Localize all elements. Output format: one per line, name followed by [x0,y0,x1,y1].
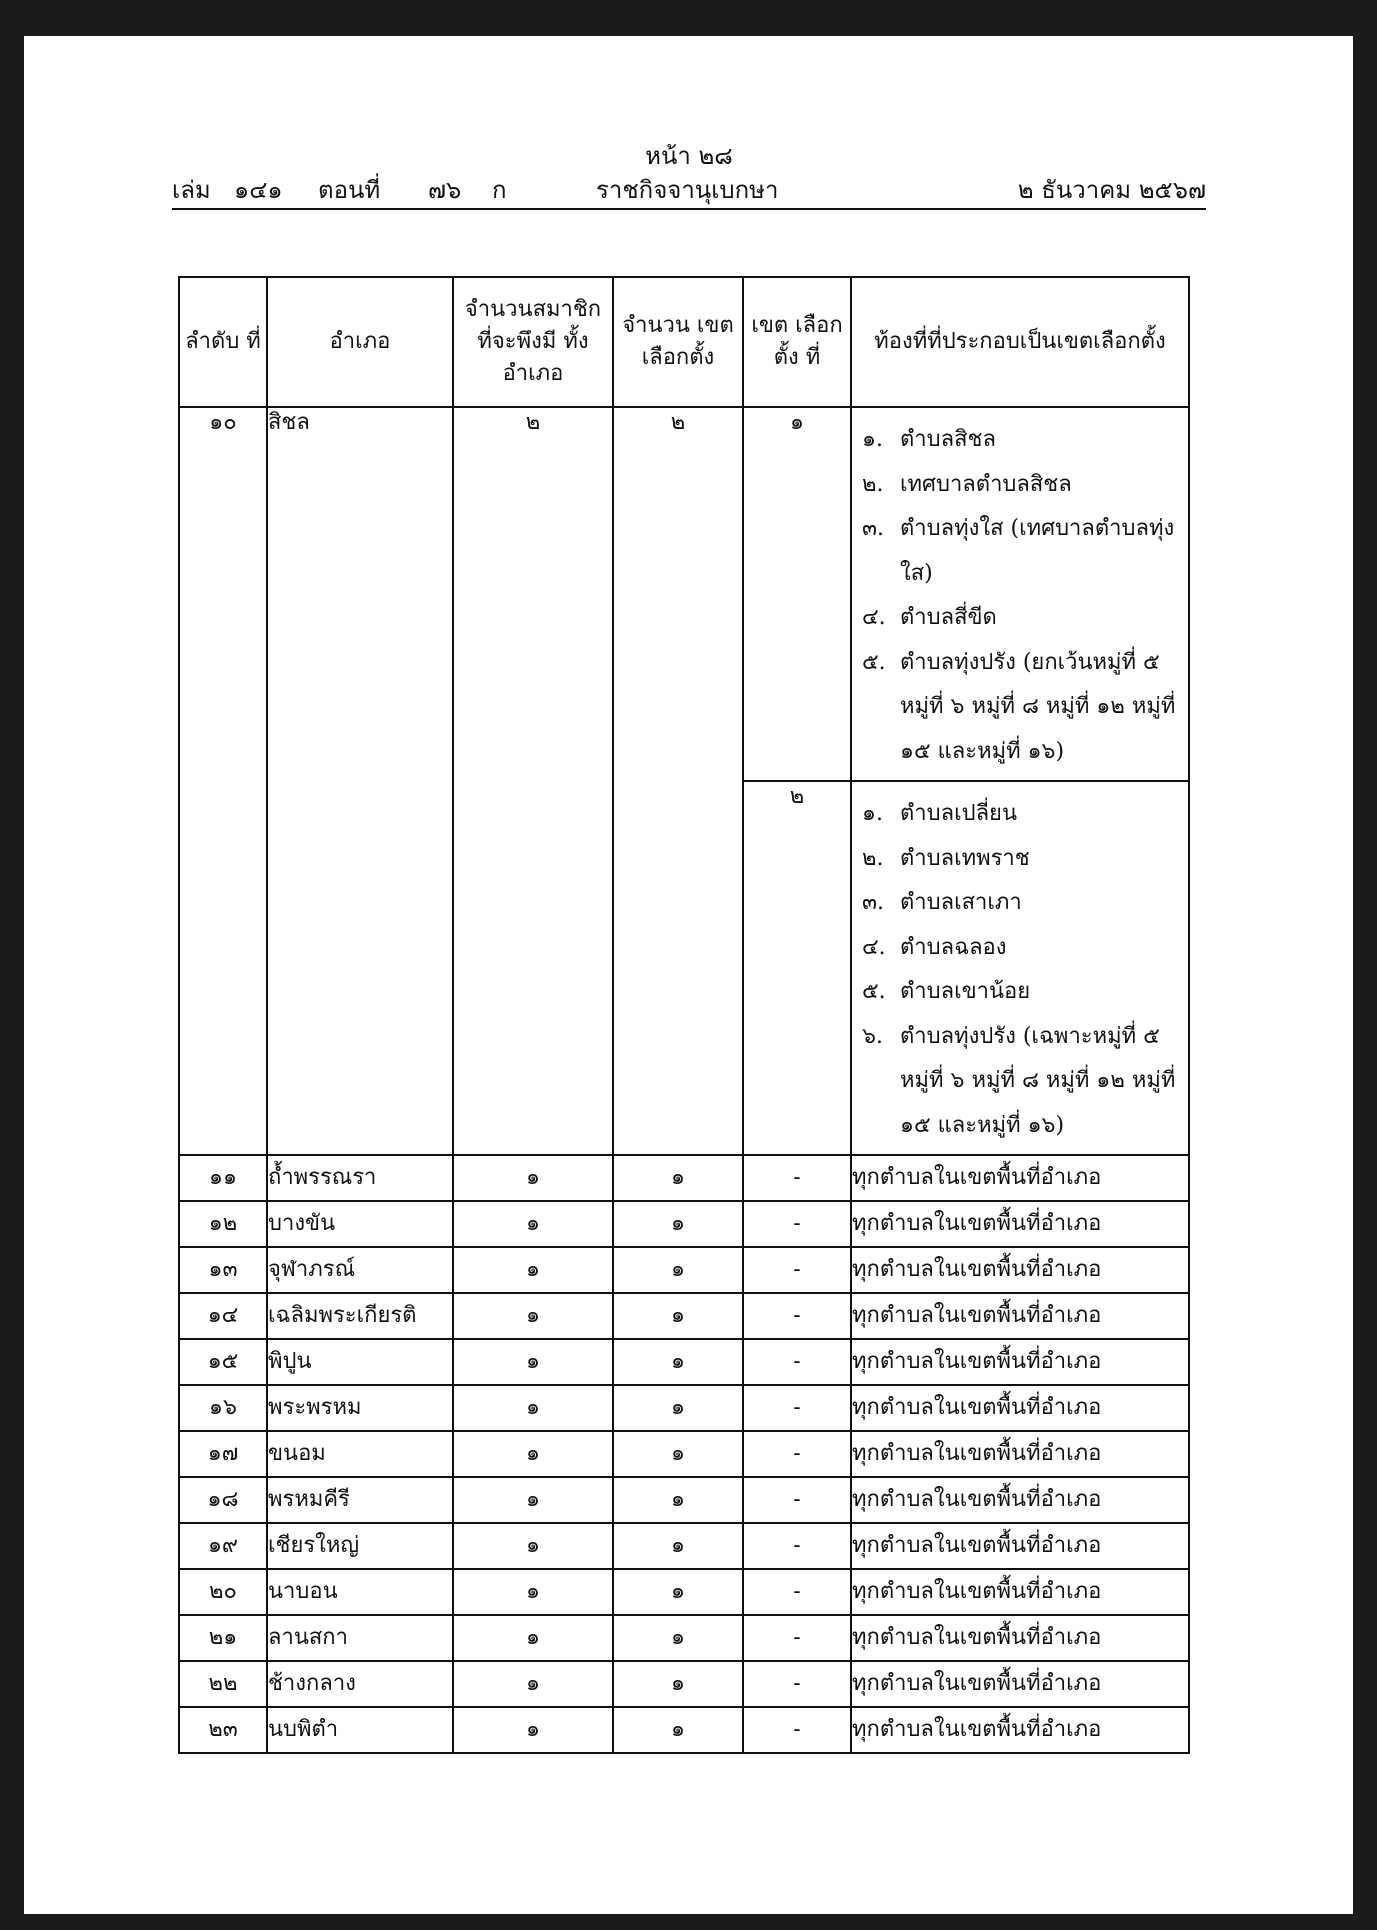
area-number: ๑. [862,801,883,826]
row-members: ๑ [453,1385,613,1431]
table-row [179,1385,1189,1431]
row-district: นบพิตำ [267,1707,453,1753]
row-order: ๑๘ [179,1477,267,1523]
row-order: ๑๓ [179,1247,267,1293]
area-text: เทศบาลตำบลสิชล [900,471,1072,497]
area-text: ตำบลทุ่งใส (เทศบาลตำบลทุ่งใส) [900,516,1175,586]
row-order: ๑๔ [179,1293,267,1339]
table-row [179,1523,1189,1569]
row-district: สิชล [267,407,453,1155]
row-order: ๑๙ [179,1523,267,1569]
row-zone-count: ๑ [613,1477,743,1523]
row-zone-number: - [743,1431,851,1477]
area-item [862,970,1178,1015]
gazette-header [172,140,1206,210]
row-zone-count: ๑ [613,1293,743,1339]
volume-number: ๑๔๑ [234,176,283,204]
row-zone-number: - [743,1569,851,1615]
area-item [862,926,1178,971]
table-row [179,407,1189,781]
row-district: เฉลิมพระเกียรติ [267,1293,453,1339]
area-text: ตำบลฉลอง [900,934,1007,960]
volume-label: เล่ม [172,176,211,204]
row-members: ๑ [453,1431,613,1477]
row-members: ๑ [453,1661,613,1707]
row-zone-number: - [743,1385,851,1431]
area-text: ตำบลทุ่งปรัง (เฉพาะหมู่ที่ ๕ หมู่ที่ ๖ หมู่ที่ ๘ หมู่ที่ ๑๒ หมู่ที่ ๑๕ และหมู่ที่ ๑๖) [900,1023,1176,1138]
area-number: ๓. [862,890,885,915]
row-zone-number: - [743,1707,851,1753]
row-areas: ทุกตำบลในเขตพื้นที่อำเภอ [851,1707,1189,1753]
column-header-members: จำนวนสมาชิก ที่จะพึงมี ทั้งอำเภอ [453,277,613,407]
row-zone-number: ๑ [743,407,851,781]
area-number: ๔. [862,605,886,630]
area-number: ๓. [862,516,885,541]
row-zone-count: ๑ [613,1385,743,1431]
row-district: พรหมคีรี [267,1477,453,1523]
area-item [862,1015,1178,1149]
area-text: ตำบลทุ่งปรัง (ยกเว้นหมู่ที่ ๕ หมู่ที่ ๖ หมู่ที่ ๘ หมู่ที่ ๑๒ หมู่ที่ ๑๕ และหมู่ที่ ๑๖) [900,649,1176,764]
row-members: ๑ [453,1523,613,1569]
row-zone-number: - [743,1155,851,1201]
row-zone-number: - [743,1201,851,1247]
table-row [179,1247,1189,1293]
row-areas: ทุกตำบลในเขตพื้นที่อำเภอ [851,1339,1189,1385]
column-header-zone-count: จำนวน เขต เลือกตั้ง [613,277,743,407]
row-members: ๑ [453,1155,613,1201]
row-areas [851,407,1189,781]
row-areas: ทุกตำบลในเขตพื้นที่อำเภอ [851,1477,1189,1523]
issue-label: ตอนที่ [318,176,381,204]
column-header-district: อำเภอ [267,277,453,407]
row-zone-count: ๒ [613,407,743,1155]
row-order: ๒๓ [179,1707,267,1753]
area-text: ตำบลสี่ขีด [900,605,997,630]
table-row [179,1661,1189,1707]
table-row [179,1569,1189,1615]
row-zone-count: ๑ [613,1431,743,1477]
row-areas: ทุกตำบลในเขตพื้นที่อำเภอ [851,1293,1189,1339]
area-item [862,792,1178,837]
area-number: ๒. [862,471,884,497]
row-zone-number: - [743,1293,851,1339]
row-areas: ทุกตำบลในเขตพื้นที่อำเภอ [851,1431,1189,1477]
row-order: ๑๕ [179,1339,267,1385]
row-zone-count: ๑ [613,1339,743,1385]
row-zone-count: ๑ [613,1201,743,1247]
table-row [179,1339,1189,1385]
row-district: ช้างกลาง [267,1661,453,1707]
area-text: ตำบลสิชล [900,427,996,452]
row-zone-number: - [743,1247,851,1293]
row-order: ๒๐ [179,1569,267,1615]
area-text: ตำบลเสาเภา [900,890,1022,915]
row-zone-count: ๑ [613,1615,743,1661]
table-row [179,1155,1189,1201]
row-order: ๑๑ [179,1155,267,1201]
row-zone-count: ๑ [613,1661,743,1707]
row-district: ลานสกา [267,1615,453,1661]
column-header-areas: ท้องที่ที่ประกอบเป็นเขตเลือกตั้ง [851,277,1189,407]
row-district: นาบอน [267,1569,453,1615]
area-text: ตำบลเปลี่ยน [900,801,1017,826]
row-areas: ทุกตำบลในเขตพื้นที่อำเภอ [851,1661,1189,1707]
header-line [172,172,1206,210]
area-number: ๑. [862,427,883,452]
row-district: จุฬาภรณ์ [267,1247,453,1293]
row-order: ๑๐ [179,407,267,1155]
row-zone-count: ๑ [613,1155,743,1201]
row-zone-number: - [743,1615,851,1661]
area-number: ๕. [862,649,886,675]
publication-date: ๒ ธันวาคม ๒๕๖๗ [1017,176,1206,204]
area-text: ตำบลเทพราช [900,845,1030,871]
column-header-zone-number: เขต เลือกตั้ง ที่ [743,277,851,407]
row-zone-number: ๒ [743,781,851,1155]
area-text: ตำบลเขาน้อย [900,979,1031,1004]
row-district: ถ้ำพรรณรา [267,1155,453,1201]
area-list [852,408,1188,780]
row-zone-number: - [743,1339,851,1385]
row-members: ๑ [453,1477,613,1523]
table-row [179,1293,1189,1339]
row-zone-number: - [743,1477,851,1523]
page-number: หน้า ๒๘ [645,142,733,170]
electoral-district-table [178,276,1190,1754]
table-row [179,1707,1189,1753]
area-item [862,837,1178,882]
area-item [862,463,1178,508]
row-members: ๒ [453,407,613,1155]
row-zone-number: - [743,1661,851,1707]
area-item [862,641,1178,775]
row-zone-count: ๑ [613,1247,743,1293]
row-district: พระพรหม [267,1385,453,1431]
row-areas: ทุกตำบลในเขตพื้นที่อำเภอ [851,1615,1189,1661]
row-areas [851,781,1189,1155]
row-members: ๑ [453,1339,613,1385]
column-header-order: ลำดับ ที่ [179,277,267,407]
area-item [862,418,1178,463]
row-order: ๑๖ [179,1385,267,1431]
row-areas: ทุกตำบลในเขตพื้นที่อำเภอ [851,1385,1189,1431]
row-members: ๑ [453,1615,613,1661]
row-members: ๑ [453,1569,613,1615]
table-header-row [179,277,1189,407]
row-order: ๑๗ [179,1431,267,1477]
table-row [179,1615,1189,1661]
row-zone-count: ๑ [613,1523,743,1569]
area-item [862,596,1178,641]
area-number: ๒. [862,845,884,871]
publication-name: ราชกิจจานุเบกษา [596,176,779,204]
row-areas: ทุกตำบลในเขตพื้นที่อำเภอ [851,1523,1189,1569]
row-areas: ทุกตำบลในเขตพื้นที่อำเภอ [851,1247,1189,1293]
issue-number: ๗๖ [428,176,462,204]
row-members: ๑ [453,1201,613,1247]
area-number: ๕. [862,979,886,1004]
row-district: เชียรใหญ่ [267,1523,453,1569]
row-order: ๑๒ [179,1201,267,1247]
row-areas: ทุกตำบลในเขตพื้นที่อำเภอ [851,1201,1189,1247]
area-item [862,507,1178,596]
row-district: ขนอม [267,1431,453,1477]
area-list [852,782,1188,1154]
table-row [179,1201,1189,1247]
table-row [179,1431,1189,1477]
row-district: พิปูน [267,1339,453,1385]
row-zone-count: ๑ [613,1569,743,1615]
row-members: ๑ [453,1293,613,1339]
row-zone-count: ๑ [613,1707,743,1753]
row-order: ๒๑ [179,1615,267,1661]
row-members: ๑ [453,1247,613,1293]
row-areas: ทุกตำบลในเขตพื้นที่อำเภอ [851,1155,1189,1201]
row-areas: ทุกตำบลในเขตพื้นที่อำเภอ [851,1569,1189,1615]
row-district: บางขัน [267,1201,453,1247]
row-order: ๒๒ [179,1661,267,1707]
area-number: ๖. [862,1023,883,1049]
row-zone-number: - [743,1523,851,1569]
table-row [179,1477,1189,1523]
area-number: ๔. [862,934,886,960]
row-members: ๑ [453,1707,613,1753]
issue-suffix: ก [492,176,507,204]
area-item [862,881,1178,926]
